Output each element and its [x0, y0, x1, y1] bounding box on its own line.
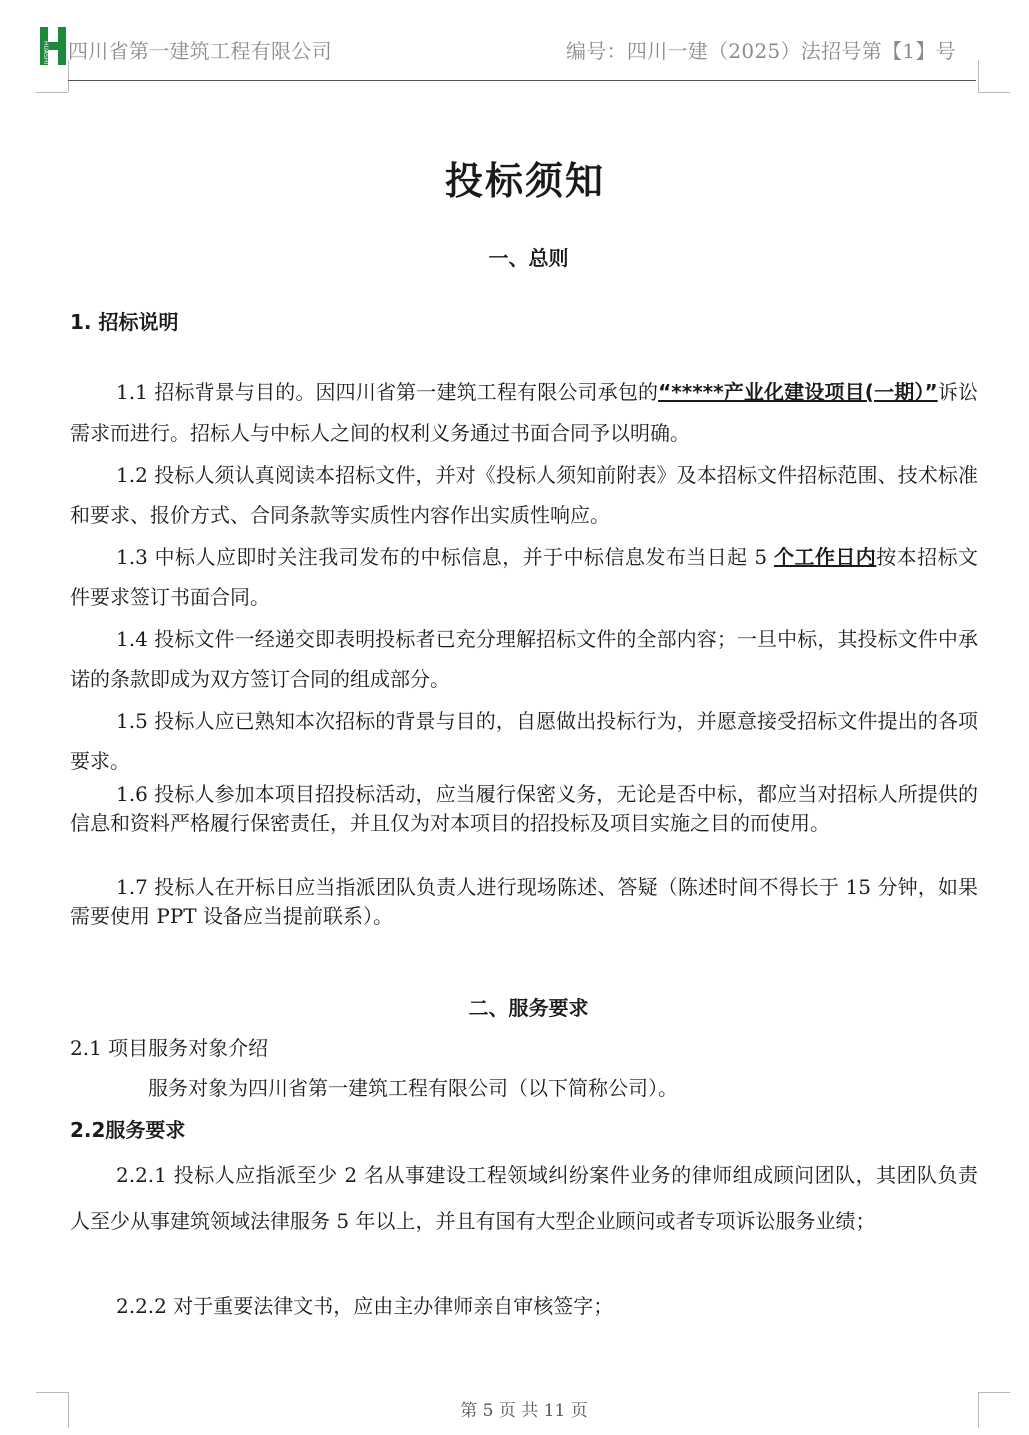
crop-mark-tr-h: [978, 92, 1010, 93]
subheading-bidding-description: 1. 招标说明: [70, 310, 179, 334]
subheading-service-target: 2.1 项目服务对象介绍: [70, 1036, 269, 1060]
paragraph-1-7: 1.7 投标人在开标日应当指派团队负责人进行现场陈述、答疑（陈述时间不得长于 15 分钟，如果需要使用 PPT 设备应当提前联系）。: [70, 875, 978, 928]
page-title: 投标须知: [444, 159, 605, 203]
section-heading-service-requirements: 二、服务要求: [468, 996, 589, 1020]
paragraph-2-2-2: 2.2.2 对于重要法律文书，应由主办律师亲自审核签字；: [116, 1294, 614, 1318]
p1-1-text-end: 诉讼需求而进行。招标人与中标人之间的权利义务通过书面合同予以明确。: [70, 380, 978, 445]
crop-mark-bl-h: [36, 1392, 68, 1393]
paragraph-1-3: [70, 537, 978, 617]
company-logo: [40, 27, 66, 65]
section-heading-general: 一、总则: [488, 246, 569, 270]
p1-3-text: 1.3 中标人应即时关注我司发布的中标信息，并于中标信息发布当日起 5: [116, 545, 774, 569]
header-rule: [68, 80, 976, 81]
paragraph-1-1: [70, 372, 978, 454]
page-number: 第 5 页 共 11 页: [460, 1401, 588, 1421]
crop-mark-br-h: [978, 1392, 1010, 1393]
crop-mark-tl-h: [36, 92, 68, 93]
paragraph-1-2: 1.2 投标人须认真阅读本招标文件，并对《投标人须知前附表》及本招标文件招标范围、技术标准和要求、报价方式、合同条款等实质性内容作出实质性响应。: [70, 463, 978, 527]
p1-3-deadline: 个工作日内: [773, 545, 877, 569]
paragraph-1-6: 1.6 投标人参加本项目招投标活动，应当履行保密义务，无论是否中标，都应当对招标人所提供的信息和资料严格履行保密责任，并且仅为对本项目的招投标及项目实施之目的而使用。: [70, 782, 978, 835]
paragraph-1-4: 1.4 投标文件一经递交即表明投标者已充分理解招标文件的全部内容；一旦中标，其投标文件中承诺的条款即成为双方签订合同的组成部分。: [70, 627, 978, 691]
header-company-name: 四川省第一建筑工程有限公司: [68, 39, 332, 63]
p1-3-text-end: 按本招标文件要求签订书面合同。: [70, 545, 979, 609]
subheading-service-requirements: 2.2服务要求: [70, 1118, 186, 1142]
header-document-number: 编号：四川一建（2025）法招号第【1】号: [566, 39, 956, 63]
p1-1-project-name: “*****产业化建设项目(一期）”: [658, 380, 938, 404]
crop-mark-tl-v: [68, 60, 69, 92]
paragraph-2-2-1: 2.2.1 投标人应指派至少 2 名从事建设工程领域纠纷案件业务的律师组成顾问团队，其团队负责人至少从事建筑领域法律服务 5 年以上，并且有国有大型企业顾问或者专项诉讼服务业绩；: [70, 1163, 978, 1233]
service-target-body: 服务对象为四川省第一建筑工程有限公司（以下简称公司）。: [148, 1076, 678, 1100]
logo-text: HUASHI: [42, 41, 49, 65]
p1-1-text: 1.1 招标背景与目的。因四川省第一建筑工程有限公司承包的: [116, 380, 659, 404]
paragraph-1-5: 1.5 投标人应已熟知本次招标的背景与目的，自愿做出投标行为，并愿意接受招标文件提出的各项要求。: [70, 709, 978, 773]
crop-mark-tr-v: [978, 60, 979, 92]
